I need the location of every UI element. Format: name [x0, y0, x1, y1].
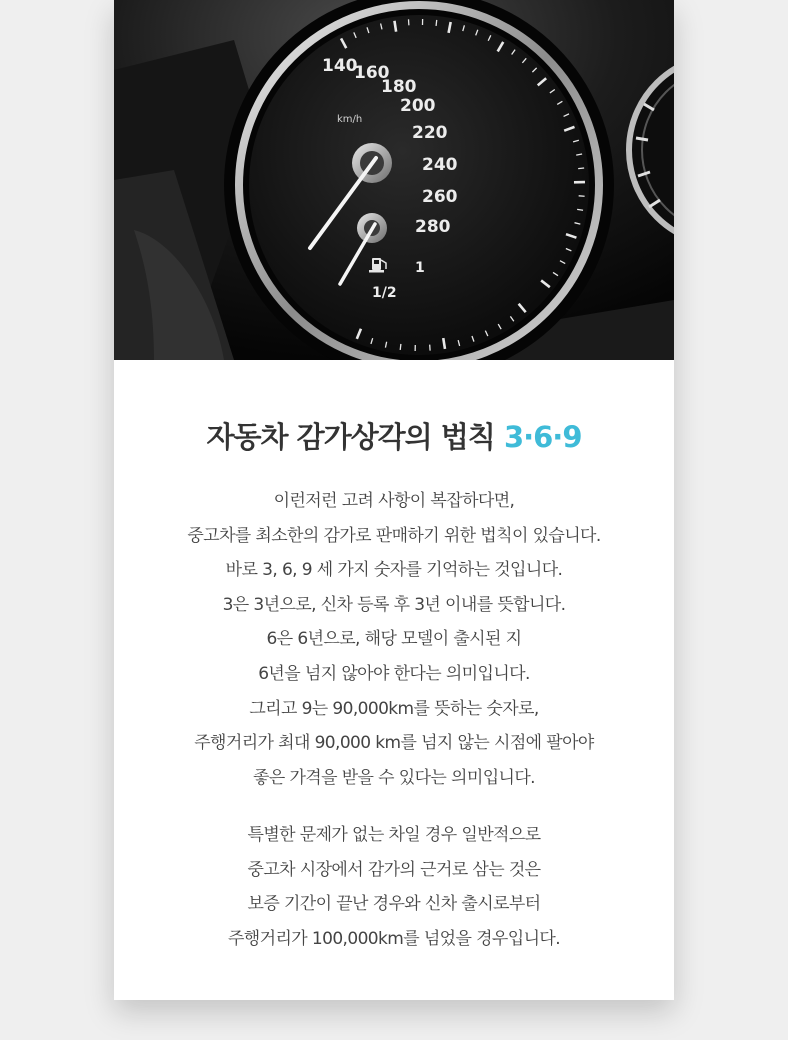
content-card	[114, 0, 674, 1000]
speed-label-160: 160	[354, 63, 390, 83]
gauge-tick	[443, 338, 445, 349]
paragraph-line: 특별한 문제가 없는 차일 경우 일반적으로	[247, 825, 541, 845]
paragraph-line: 3은 3년으로, 신차 등록 후 3년 이내를 뜻합니다.	[222, 594, 566, 615]
gauge-tick	[400, 344, 401, 350]
paragraph-line: 6년을 넘지 않아야 한다는 의미입니다.	[258, 663, 530, 684]
paragraph-line: 그리고 9는 90,000km를 뜻하는 숫자로,	[249, 698, 539, 719]
fuel-full-label: 1	[415, 260, 425, 276]
speed-label-280: 280	[415, 217, 451, 237]
speedometer-photo	[114, 0, 674, 360]
gauge-tick	[577, 209, 583, 210]
speed-label-260: 260	[422, 187, 458, 207]
fuel-half-label: 1/2	[372, 285, 397, 301]
paragraph-line: 주행거리가 최대 90,000 km를 넘지 않는 시점에 팔아야	[194, 733, 594, 754]
paragraph-line: 보증 기간이 끝난 경우와 신차 출시로부터	[247, 894, 541, 915]
paragraph-depreciation-basis	[114, 818, 674, 956]
speed-label-180: 180	[381, 77, 417, 97]
paragraph-line: 주행거리가 100,000km를 넘었을 경우입니다.	[227, 928, 561, 949]
speed-label-200: 200	[400, 96, 436, 116]
gauge-tick	[436, 20, 437, 26]
speed-label-220: 220	[412, 123, 448, 143]
title-accent: 3·6·9	[503, 420, 582, 454]
paragraph-line: 중고차 시장에서 감가의 근거로 삼는 것은	[247, 859, 541, 880]
paragraph-line: 좋은 가격을 받을 수 있다는 의미입니다.	[253, 767, 535, 788]
paragraph-line: 중고차를 최소한의 감가로 판매하기 위한 법칙이 있습니다.	[187, 525, 601, 546]
title-main: 자동차 감가상각의 법칙	[206, 420, 495, 454]
page-title	[114, 414, 674, 460]
paragraph-line: 바로 3, 6, 9 세 가지 숫자를 기억하는 것입니다.	[225, 560, 563, 581]
speed-label-240: 240	[422, 155, 458, 175]
gauge-tick	[394, 21, 396, 32]
speed-label-140: 140	[322, 56, 358, 76]
paragraph-line: 6은 6년으로, 해당 모델이 출시된 지	[266, 629, 522, 650]
paragraph-369-rule	[114, 484, 674, 795]
paragraph-line: 이런저런 고려 사항이 복잡하다면,	[273, 491, 515, 511]
speed-unit-label: km/h	[337, 114, 363, 125]
gauge-tick	[578, 168, 584, 169]
